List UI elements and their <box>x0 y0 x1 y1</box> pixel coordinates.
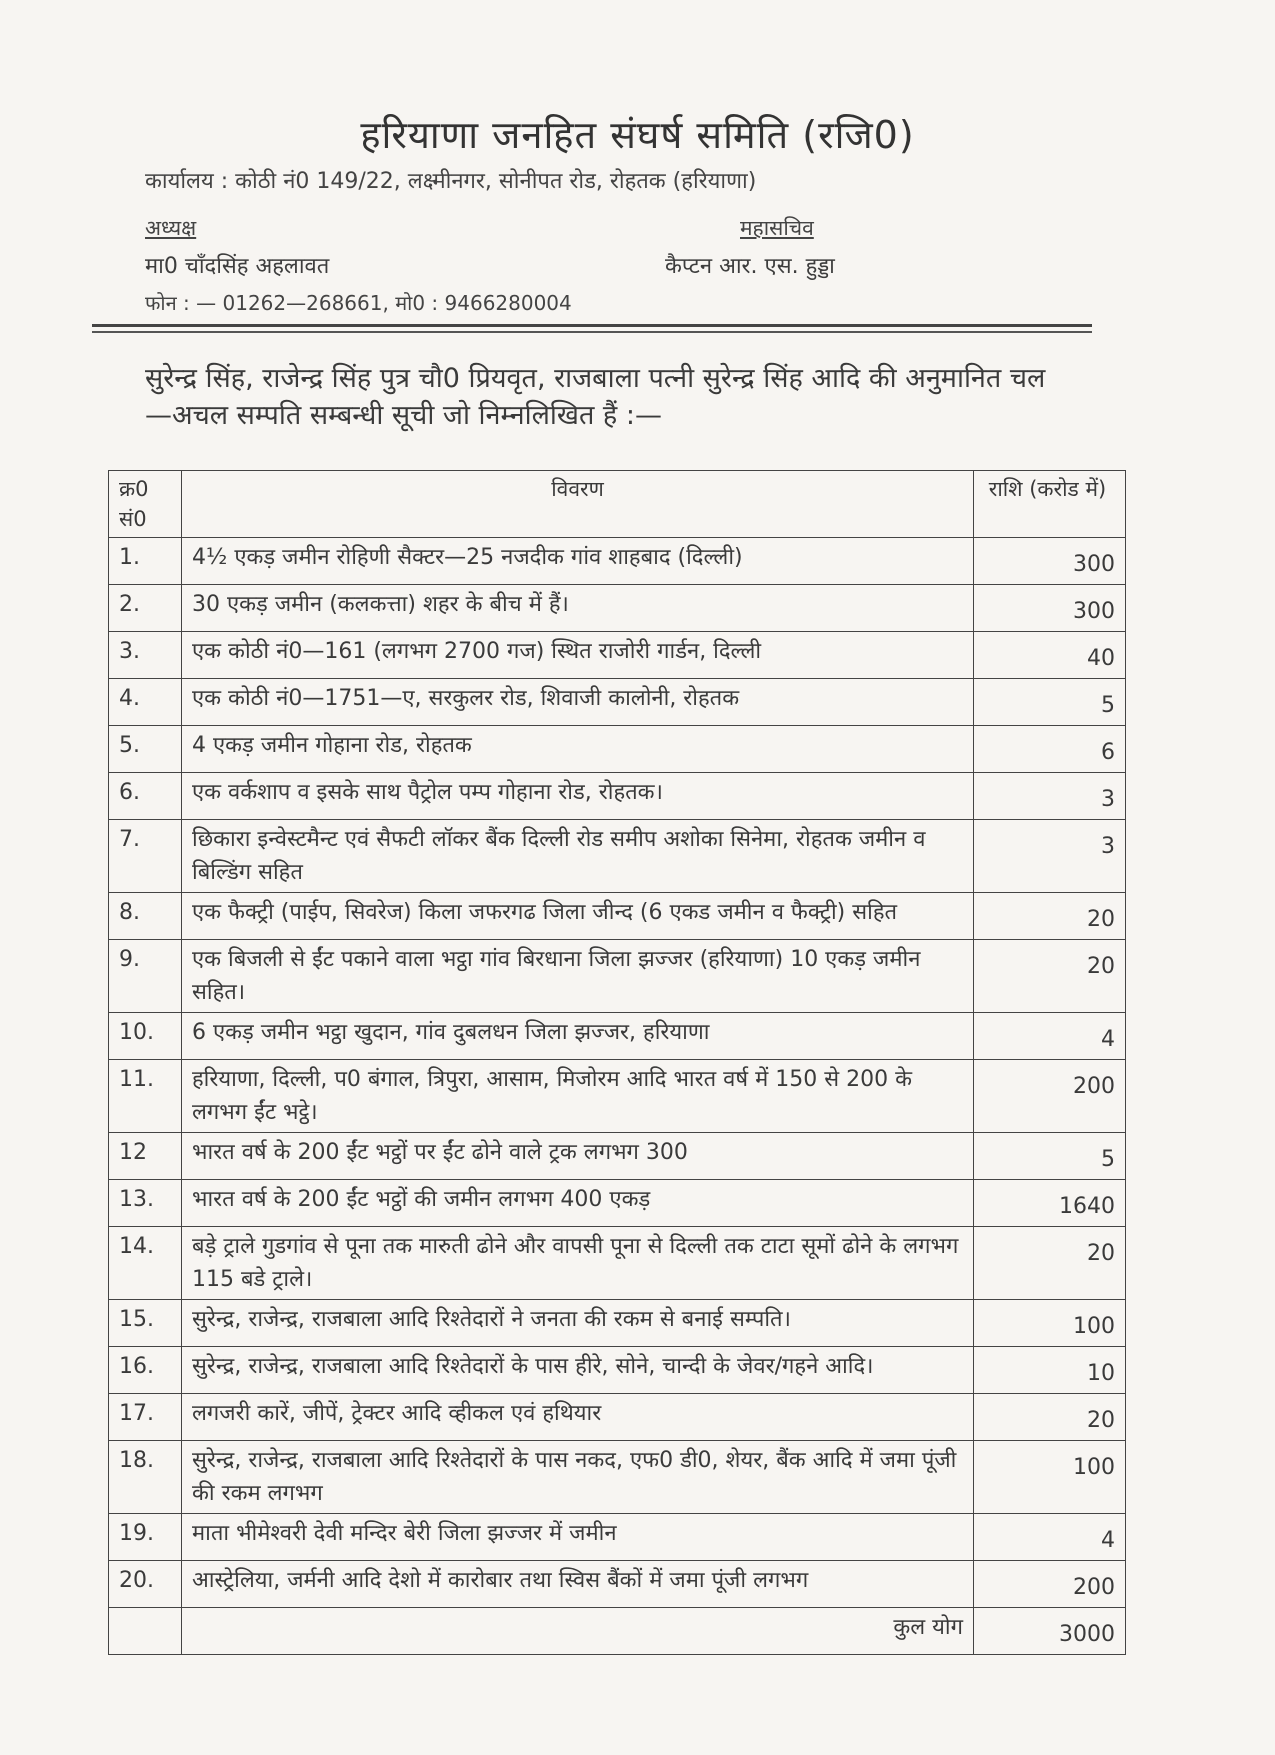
total-row <box>109 1608 1126 1655</box>
row-amount: 1640 <box>974 1180 1126 1227</box>
row-amount: 6 <box>974 726 1126 773</box>
phone-line: फोन : — 01262—268661, मो0 : 9466280004 <box>145 291 572 315</box>
row-amount: 100 <box>974 1441 1126 1514</box>
row-description: आस्ट्रेलिया, जर्मनी आदि देशो में कारोबार तथा स्विस बैंकों में जमा पूंजी लगभग <box>182 1561 974 1608</box>
table-row <box>109 1514 1126 1561</box>
header-divider-secondary <box>92 331 1092 333</box>
row-serial: 15. <box>109 1300 182 1347</box>
table-header-row <box>109 471 1126 538</box>
row-description: सुरेन्द्र, राजेन्द्र, राजबाला आदि रिश्तेदारों के पास हीरे, सोने, चान्दी के जेवर/गहने आदि। <box>182 1347 974 1394</box>
table-row <box>109 1300 1126 1347</box>
assets-table <box>108 470 1126 1655</box>
row-amount: 20 <box>974 1394 1126 1441</box>
row-description: बड़े ट्राले गुडगांव से पूना तक मारुती ढोने और वापसी पूना से दिल्ली तक टाटा सूमों ढोने के लगभग 115 बडे ट्राले। <box>182 1227 974 1300</box>
row-serial: 16. <box>109 1347 182 1394</box>
row-description: एक वर्कशाप व इसके साथ पैट्रोल पम्प गोहाना रोड, रोहतक। <box>182 773 974 820</box>
intro-paragraph: सुरेन्द्र सिंह, राजेन्द्र सिंह पुत्र चौ0 प्रियवृत, राजबाला पत्नी सुरेन्द्र सिंह आदि की अनुमानित चल—अचल सम्पति सम्बन्धी सूची जो निम्नलिखित हैं :— <box>145 363 1046 431</box>
header-serial: क्र0 सं0 <box>109 471 182 538</box>
row-amount: 4 <box>974 1013 1126 1060</box>
row-description: 30 एकड़ जमीन (कलकत्ता) शहर के बीच में हैं। <box>182 585 974 632</box>
table-row <box>109 893 1126 940</box>
row-amount: 200 <box>974 1561 1126 1608</box>
row-serial: 12 <box>109 1133 182 1180</box>
office-address: कार्यालय : कोठी नं0 149/22, लक्ष्मीनगर, सोनीपत रोड, रोहतक (हरियाणा) <box>145 169 757 194</box>
secretary-name: कैप्टन आर. एस. हुड्डा <box>665 254 835 279</box>
total-serial-cell <box>109 1608 182 1655</box>
table-row <box>109 538 1126 585</box>
row-serial: 7. <box>109 820 182 893</box>
total-label: कुल योग <box>182 1608 974 1655</box>
table-row <box>109 1394 1126 1441</box>
row-description: माता भीमेश्वरी देवी मन्दिर बेरी जिला झज्जर में जमीन <box>182 1514 974 1561</box>
table-row <box>109 1180 1126 1227</box>
row-description: हरियाणा, दिल्ली, प0 बंगाल, त्रिपुरा, आसाम, मिजोरम आदि भारत वर्ष में 150 से 200 के लगभग ईंट भट्ठे। <box>182 1060 974 1133</box>
row-amount: 300 <box>974 538 1126 585</box>
row-description: सुरेन्द्र, राजेन्द्र, राजबाला आदि रिश्तेदारों ने जनता की रकम से बनाई सम्पति। <box>182 1300 974 1347</box>
row-description: लगजरी कारें, जीपें, ट्रेक्टर आदि व्हीकल एवं हथियार <box>182 1394 974 1441</box>
row-serial: 3. <box>109 632 182 679</box>
row-serial: 14. <box>109 1227 182 1300</box>
table-row <box>109 1227 1126 1300</box>
row-amount: 300 <box>974 585 1126 632</box>
row-serial: 1. <box>109 538 182 585</box>
table-row <box>109 1133 1126 1180</box>
row-serial: 20. <box>109 1561 182 1608</box>
row-description: भारत वर्ष के 200 ईंट भट्ठों की जमीन लगभग 400 एकड़ <box>182 1180 974 1227</box>
row-serial: 11. <box>109 1060 182 1133</box>
row-serial: 5. <box>109 726 182 773</box>
row-amount: 20 <box>974 940 1126 1013</box>
row-description: भारत वर्ष के 200 ईंट भट्ठों पर ईंट ढोने वाले ट्रक लगभग 300 <box>182 1133 974 1180</box>
table-row <box>109 1347 1126 1394</box>
header-amount: राशि (करोड में) <box>974 471 1126 538</box>
row-amount: 200 <box>974 1060 1126 1133</box>
president-name: मा0 चाँदसिंह अहलावत <box>145 254 330 279</box>
table-row <box>109 773 1126 820</box>
table-row <box>109 679 1126 726</box>
table-row <box>109 1013 1126 1060</box>
table-row <box>109 585 1126 632</box>
header-description: विवरण <box>182 471 974 538</box>
row-description: 6 एकड़ जमीन भट्ठा खुदान, गांव दुबलधन जिला झज्जर, हरियाणा <box>182 1013 974 1060</box>
row-serial: 2. <box>109 585 182 632</box>
row-description: सुरेन्द्र, राजेन्द्र, राजबाला आदि रिश्तेदारों के पास नकद, एफ0 डी0, शेयर, बैंक आदि में जमा पूंजी की रकम लगभग <box>182 1441 974 1514</box>
row-serial: 8. <box>109 893 182 940</box>
row-serial: 6. <box>109 773 182 820</box>
row-description: एक कोठी नं0—1751—ए, सरकुलर रोड, शिवाजी कालोनी, रोहतक <box>182 679 974 726</box>
table-row <box>109 1561 1126 1608</box>
row-serial: 13. <box>109 1180 182 1227</box>
row-description: 4 एकड़ जमीन गोहाना रोड, रोहतक <box>182 726 974 773</box>
row-description: एक फैक्ट्री (पाईप, सिवरेज) किला जफरगढ जिला जीन्द (6 एकड जमीन व फैक्ट्री) सहित <box>182 893 974 940</box>
row-description: छिकारा इन्वेस्टमैन्ट एवं सैफटी लॉकर बैंक दिल्ली रोड समीप अशोका सिनेमा, रोहतक जमीन व बिल्डिंग सहित <box>182 820 974 893</box>
row-amount: 20 <box>974 893 1126 940</box>
row-serial: 19. <box>109 1514 182 1561</box>
row-amount: 100 <box>974 1300 1126 1347</box>
table-row <box>109 820 1126 893</box>
organization-title: हरियाणा जनहित संघर्ष समिति (रजि0) <box>360 113 915 157</box>
table-row <box>109 726 1126 773</box>
row-description: एक कोठी नं0—161 (लगभग 2700 गज) स्थित राजोरी गार्डन, दिल्ली <box>182 632 974 679</box>
row-serial: 9. <box>109 940 182 1013</box>
row-amount: 5 <box>974 1133 1126 1180</box>
president-role: अध्यक्ष <box>145 216 197 240</box>
total-amount: 3000 <box>974 1608 1126 1655</box>
table-row <box>109 940 1126 1013</box>
row-serial: 18. <box>109 1441 182 1514</box>
row-serial: 10. <box>109 1013 182 1060</box>
row-serial: 17. <box>109 1394 182 1441</box>
row-amount: 4 <box>974 1514 1126 1561</box>
secretary-role: महासचिव <box>740 216 814 240</box>
row-amount: 40 <box>974 632 1126 679</box>
row-description: एक बिजली से ईंट पकाने वाला भट्ठा गांव बिरधाना जिला झज्जर (हरियाणा) 10 एकड़ जमीन सहित। <box>182 940 974 1013</box>
row-amount: 10 <box>974 1347 1126 1394</box>
row-amount: 3 <box>974 820 1126 893</box>
row-serial: 4. <box>109 679 182 726</box>
row-amount: 3 <box>974 773 1126 820</box>
row-amount: 20 <box>974 1227 1126 1300</box>
row-amount: 5 <box>974 679 1126 726</box>
table-row <box>109 1441 1126 1514</box>
table-row <box>109 632 1126 679</box>
header-divider <box>92 324 1092 327</box>
table-body <box>109 538 1126 1608</box>
row-description: 4½ एकड़ जमीन रोहिणी सैक्टर—25 नजदीक गांव शाहबाद (दिल्ली) <box>182 538 974 585</box>
table-row <box>109 1060 1126 1133</box>
